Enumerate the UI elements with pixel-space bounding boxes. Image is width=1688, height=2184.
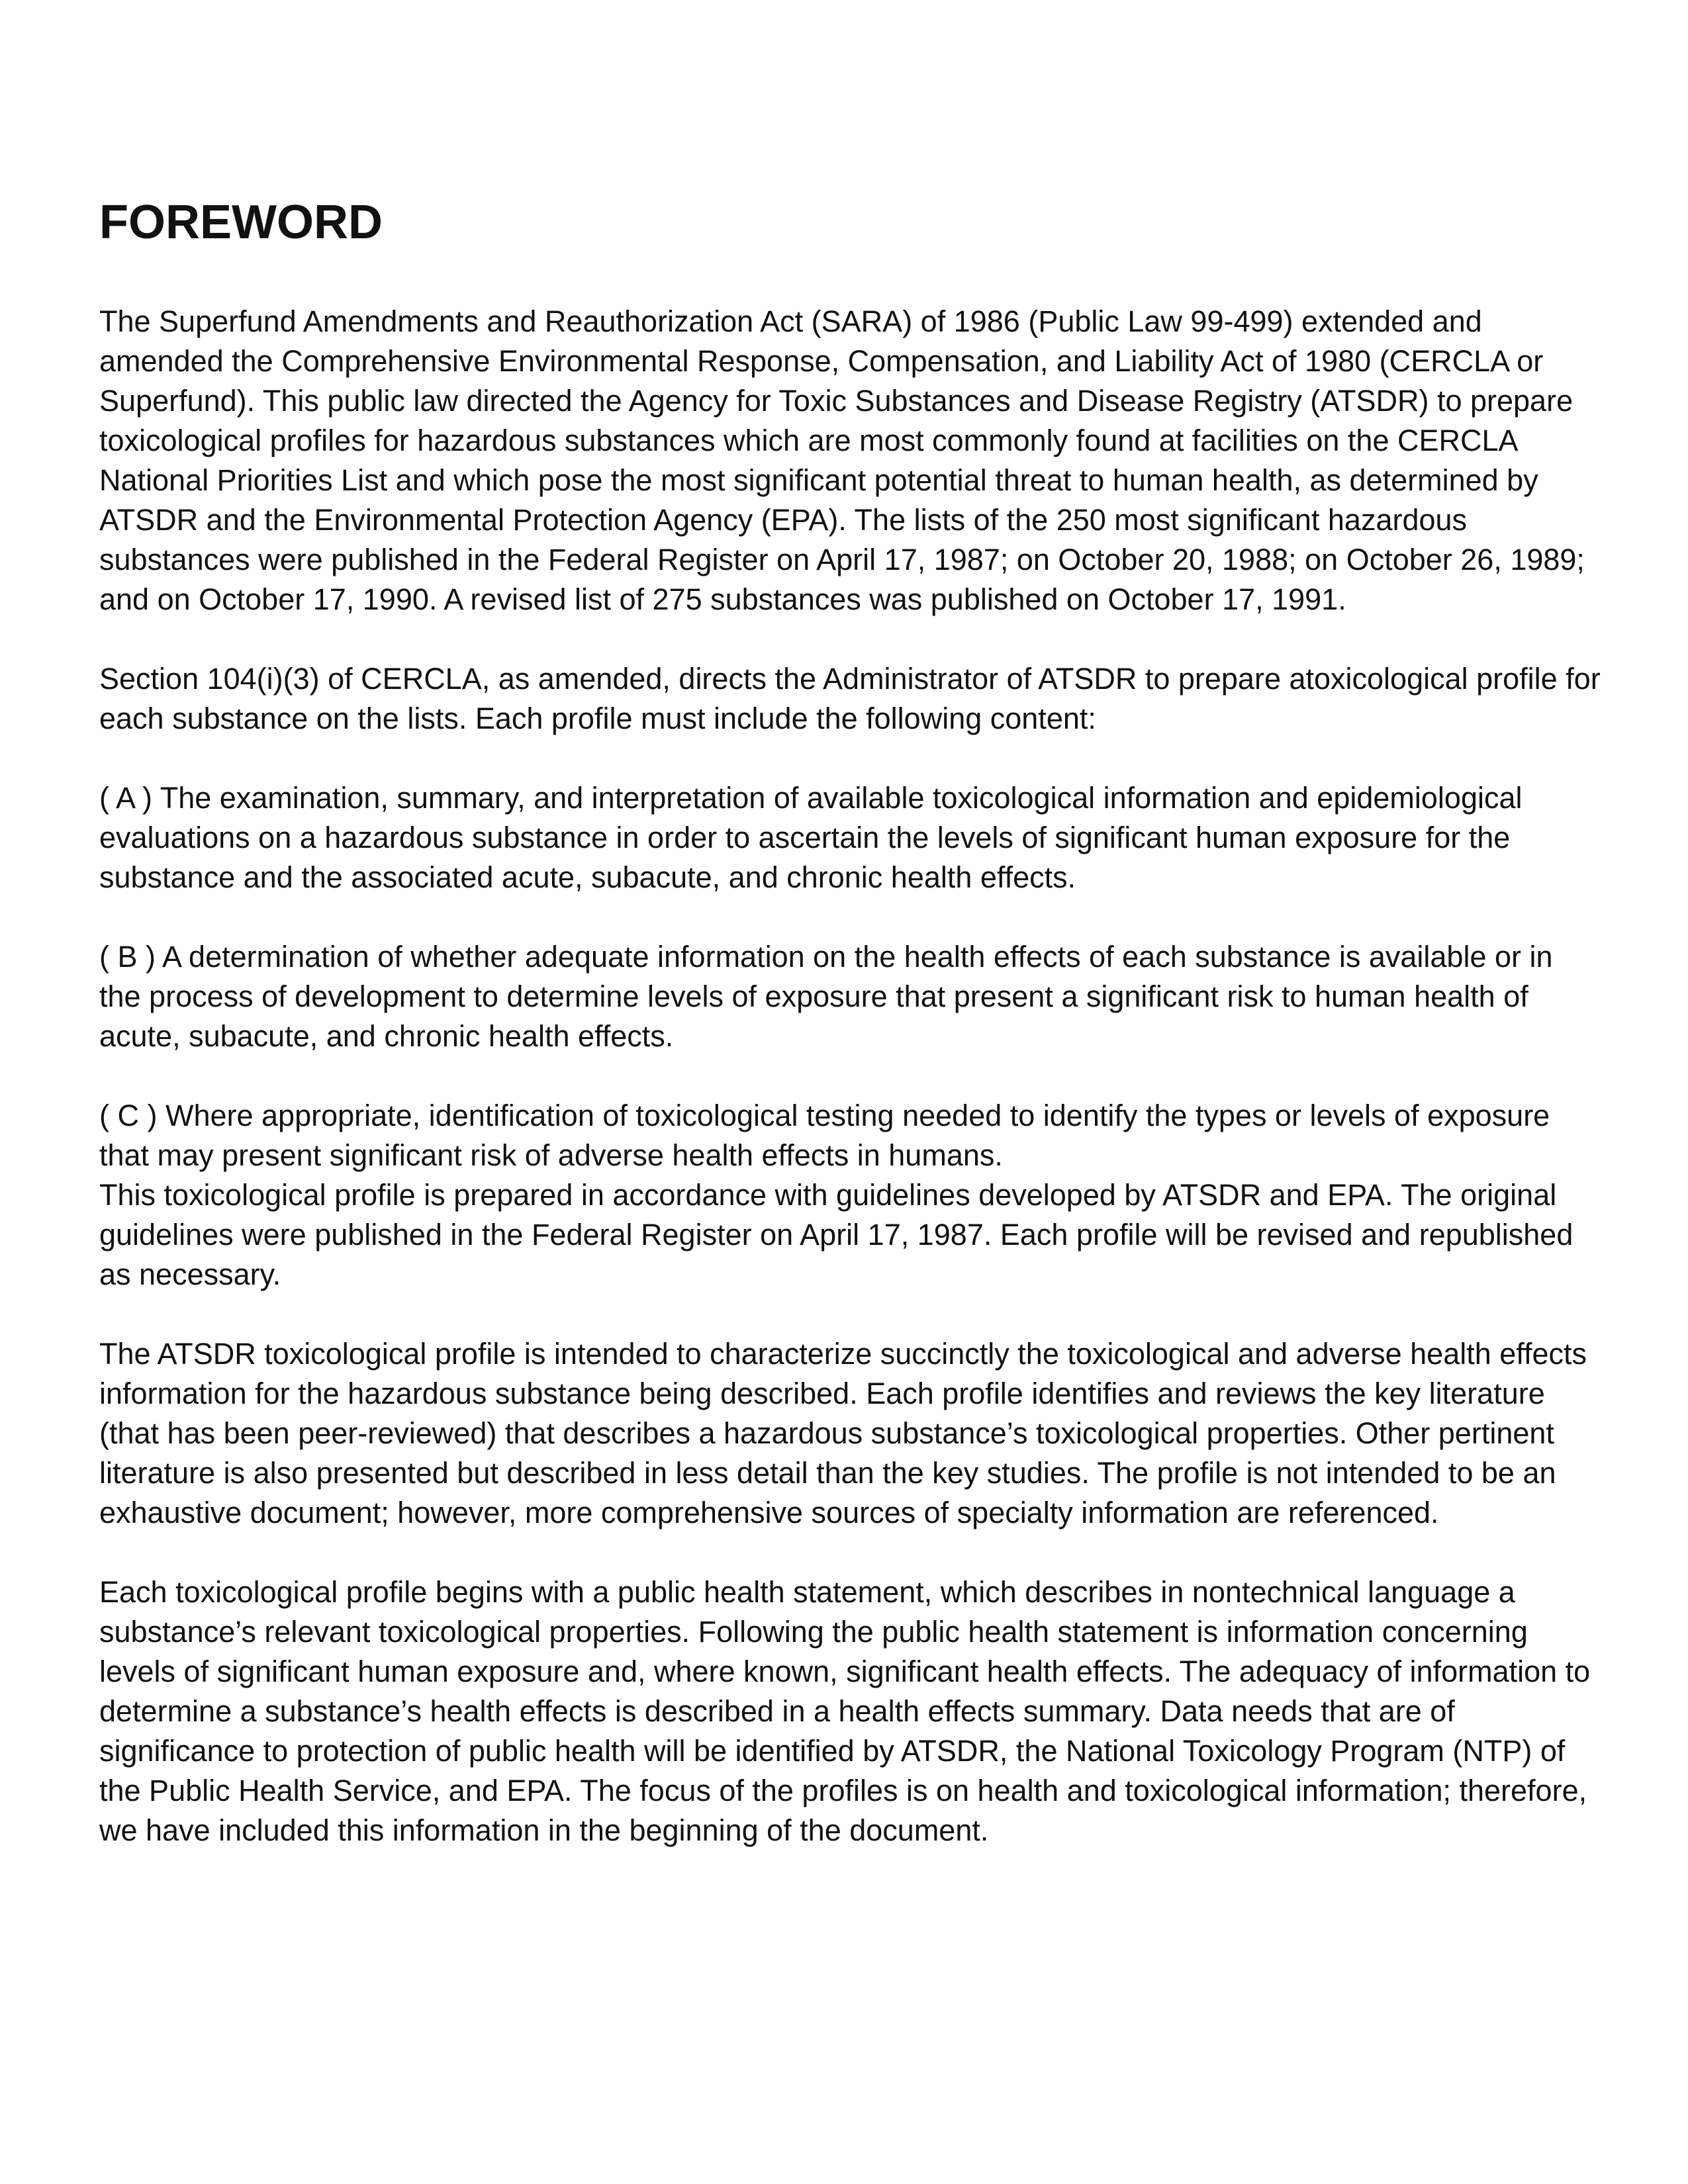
paragraph-guidelines: This toxicological profile is prepared in accordance with guidelines developed by ATSDR and EPA. The original guidelines were published in the Federal Register on April 17, 1987. Each profile will be revised and republished as necessary. xyxy=(99,1178,1573,1291)
paragraph-item-c: ( C ) Where appropriate, identification of toxicological testing needed to identify the types or levels of exposure that may present significant risk of adverse health effects in humans. xyxy=(99,1099,1550,1172)
paragraph-section-104: Section 104(i)(3) of CERCLA, as amended, directs the Administrator of ATSDR to prepare atoxicological profile for each substance on the lists. Each profile must include the following content: xyxy=(99,662,1601,735)
paragraph-sara: The Superfund Amendments and Reauthorization Act (SARA) of 1986 (Public Law 99-499) extended and amended the Comprehensive Environmental Response, Compensation, and Liability Act of 1980 (CERCLA or Superfund). This public law directed the Agency for Toxic Substances and Disease Registry (ATSDR) to prepare toxicological profiles for hazardous substances which are most commonly found at facilities on the CERCLA National Priorities List and which pose the most significant potential threat to human health, as determined by ATSDR and the Environmental Protection Agency (EPA). The lists of the 250 most significant hazardous substances were published in the Federal Register on April 17, 1987; on October 20, 1988; on October 26, 1989; and on October 17, 1990. A revised list of 275 substances was published on October 17, 1991. xyxy=(99,304,1585,616)
paragraph-item-b: ( B ) A determination of whether adequate information on the health effects of each substance is available or in the process of development to determine levels of exposure that present a significant risk to human health of acute, subacute, and chronic health effects. xyxy=(99,940,1553,1053)
paragraph-profile-intent: The ATSDR toxicological profile is intended to characterize succinctly the toxicological and adverse health effects information for the hazardous substance being described. Each profile identifies and reviews the key literature (that has been peer-reviewed) that describes a hazardous substance’s toxicological properties. Other pertinent literature is also presented but described in less detail than the key studies. The profile is not intended to be an exhaustive document; however, more comprehensive sources of specialty information are referenced. xyxy=(99,1337,1587,1529)
page-title: FOREWORD xyxy=(99,196,383,249)
paragraph-public-health-statement: Each toxicological profile begins with a public health statement, which describes in nontechnical language a substance’s relevant toxicological properties. Following the public health statement is information concerning levels of significant human exposure and, where known, significant health effects. The adequacy of information to determine a substance’s health effects is described in a health effects summary. Data needs that are of significance to protection of public health will be identified by ATSDR, the National Toxicology Program (NTP) of the Public Health Service, and EPA. The focus of the profiles is on health and toxicological information; therefore, we have included this information in the beginning of the document. xyxy=(99,1575,1591,1847)
document-page xyxy=(99,196,1602,1890)
paragraph-item-a: ( A ) The examination, summary, and interpretation of available toxicological information and epidemiological evaluations on a hazardous substance in order to ascertain the levels of significant human exposure for the substance and the associated acute, subacute, and chronic health effects. xyxy=(99,781,1523,894)
